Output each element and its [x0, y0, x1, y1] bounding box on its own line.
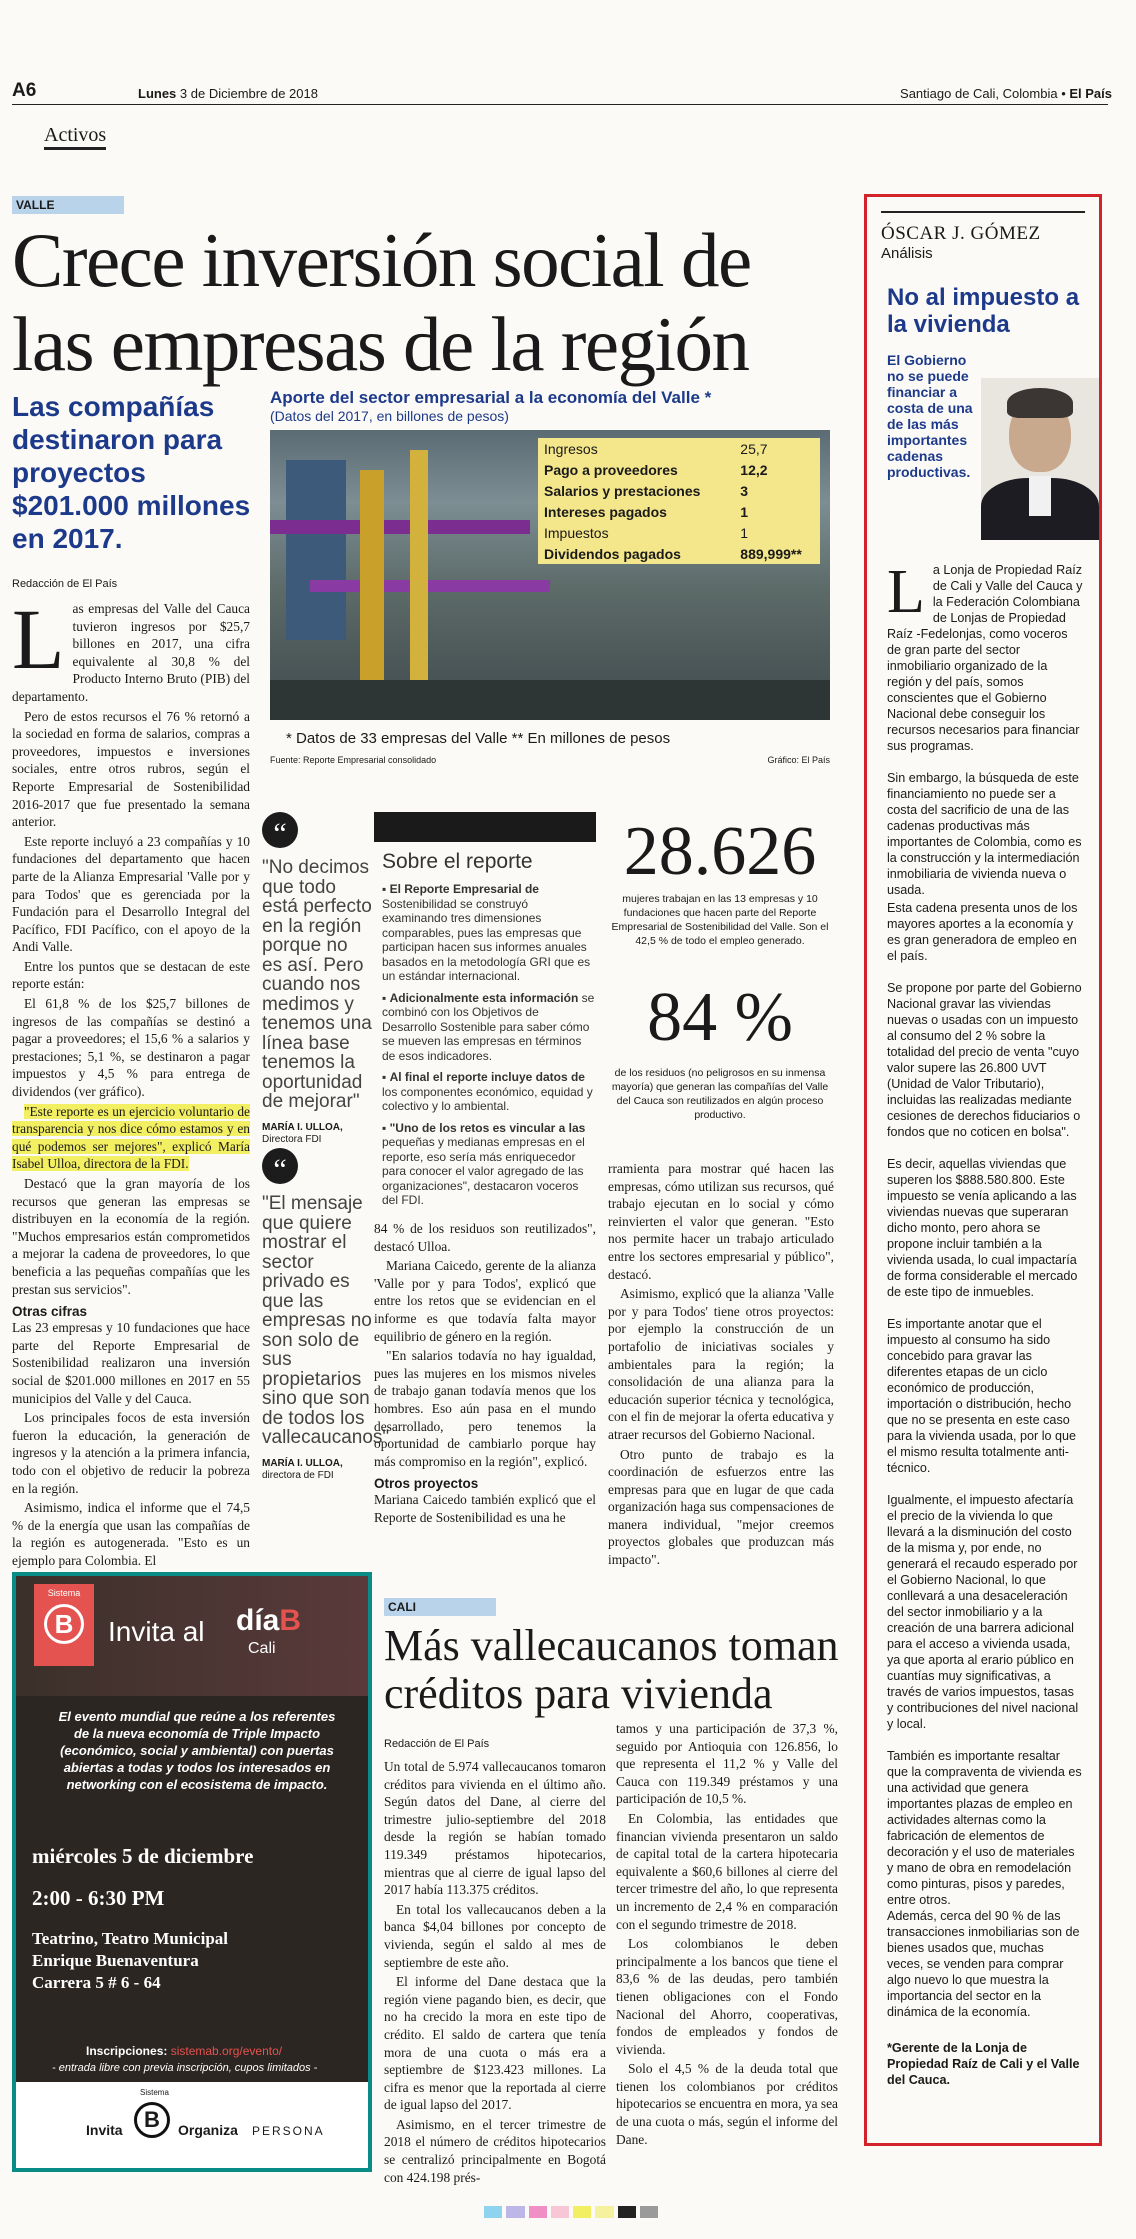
c3-paragraph-3: "En salarios todavía no hay igualdad, pues las mujeres en los mismos niveles de trabajo ganan todavía menos que los hombres. Eso aún pasa en el mundo desarrollado, pero tenemos la oportunidad de cambiarlo porque hay más compromiso en la región", explicó. — [374, 1348, 596, 1469]
report-item-bold: El Reporte Empresarial de — [389, 882, 539, 896]
infographic-table — [538, 438, 820, 564]
masthead-location: Santiago de Cali, Colombia • El País — [900, 86, 1112, 101]
c3-paragraph-2: Mariana Caicedo, gerente de la alianza 'Valle por y para Todos', explicó que entre los retos que se evidencian en el informe es que todavía falta mayor equilibrio de género en la región. — [374, 1258, 596, 1344]
ad-venue — [32, 1928, 228, 1994]
ad-address: Carrera 5 # 6 - 64 — [32, 1973, 161, 1992]
ad-footer — [16, 2082, 368, 2168]
reg-swatch — [551, 2206, 569, 2218]
pull-quote-2-text: "El mensaje que quiere mostrar el sector privado es que las empresas no son solo de sus propietarios sino que son de todos los vallecaucanos" — [262, 1193, 390, 1448]
infographic-title: Aporte del sector empresarial a la economía del Valle * — [270, 388, 712, 407]
opinion-column — [864, 194, 1102, 2146]
c4-paragraph-2: Asimismo, explicó que la alianza 'Valle por y para Todos' tiene otros proyectos: por ejemplo la construcción de un portafolio de iniciativas sociales y ambientales para la región; la consolidación de una alianza para la educación superior técnica y tecnológica, con el fin de mejorar la oferta educativa y atraer recursos del Gobierno Nacional. — [608, 1286, 834, 1442]
infographic-row-value: 12,2 — [740, 461, 768, 478]
main-paragraph-8: Las 23 empresas y 10 fundaciones que hace parte del Reporte Empresarial de Sostenibilidad realizaron una inversión social de $201.000 millones en 2017 en 55 municipios del Valle y del Cauca. — [12, 1320, 250, 1406]
reg-swatch — [573, 2206, 591, 2218]
quote-2-name: MARÍA I. ULLOA, — [262, 1457, 343, 1469]
opinion-paragraph-6: Es importante anotar que el impuesto al consumo ha sido concebido para gravar las diferentes etapas de un ciclo económico de producción, importación o distribución, hecho que no se presenta en este caso para la vivienda usada, por lo que el mismo resulta totalmente anti-técnico. — [887, 1317, 1077, 1475]
ad-footer-organiza: Organiza — [178, 2122, 238, 2138]
second-paragraph-8: Solo el 4,5 % de la deuda total que tienen los colombianos por créditos hipotecarios se encuentra en mora, ya sea de una cuota o más, según el informe del Dane. — [616, 2061, 838, 2147]
ad-registration — [86, 2044, 282, 2058]
reg-swatch — [529, 2206, 547, 2218]
report-item-text: pequeñas y medianas empresas en el reporte, eso sería más enriquecedor para conocer el valor agregado de las organizaciones", destacaron voceros del FDI. — [382, 1135, 585, 1207]
report-box — [374, 812, 596, 1215]
sistema-b-ad — [12, 1572, 372, 2172]
ad-reg-label: Inscripciones: — [86, 2044, 168, 2058]
infographic-row-label: Dividendos pagados — [544, 545, 681, 562]
second-paragraph-6: En Colombia, las entidades que financian vivienda presentaron un saldo de capital total de la cartera hipotecaria equivalente a $60,6 billones al cierre del tercer trimestre del año, lo que representa un incremento de 2,4 % en comparación con el segundo trimestre de 2018. — [616, 1810, 838, 1932]
report-item: ▪ Adicionalmente esta información se combinó con los Objetivos de Desarrollo Sostenible para saber cómo se mueven las empresas en términos de esos indicadores. — [382, 990, 595, 1063]
infographic-row — [538, 543, 820, 564]
report-item-bold: "Uno de los retos es vincular a las — [389, 1120, 586, 1135]
infographic-row-label: Intereses pagados — [544, 503, 667, 520]
brand-b-logo: B — [44, 1604, 84, 1644]
infographic-row-label: Pago a proveedores — [544, 461, 678, 478]
stat-number-waste: 84 % — [647, 979, 793, 1056]
opinion-drop-cap: L — [887, 558, 925, 626]
reg-swatch — [618, 2206, 636, 2218]
second-column-1 — [384, 1758, 606, 2188]
main-paragraph-6 — [12, 1103, 250, 1173]
infographic-credits — [270, 755, 830, 769]
stat-women — [606, 812, 834, 948]
report-box-bar — [374, 812, 596, 842]
infographic-row-value: 25,7 — [740, 440, 768, 457]
photo-hair — [1007, 388, 1073, 418]
opinion-title: No al impuesto a la vivienda — [887, 284, 1080, 338]
infographic — [270, 388, 830, 778]
paper-name: El País — [1069, 86, 1112, 101]
ad-footer-sistema: Sistema — [140, 2088, 169, 2097]
main-headline — [12, 218, 842, 386]
main-byline: Redacción de El País — [12, 578, 118, 590]
ad-reg-url[interactable]: sistemab.org/evento/ — [170, 2044, 283, 2058]
ad-date: miércoles 5 de diciembre — [32, 1844, 254, 1868]
date-day: Lunes — [138, 86, 177, 101]
infographic-row-value: 889,999** — [740, 545, 802, 562]
c4-paragraph-3: Otro punto de trabajo es la coordinación de esfuerzos entre las empresas para que en lugar de que cada organización haga sus compensaciones de manera individual, "mejor creemos proyectos globales que produzcan más impacto". — [608, 1446, 834, 1568]
second-byline: Redacción de El País — [384, 1738, 490, 1750]
second-paragraph-1: Un total de 5.974 vallecaucanos tomaron créditos para vivienda en el último año. Según datos del Dane, al cierre del trimestre julio-septiembre del 2018 desde la región se habían tomado 119.349 préstamos hipotecarios, mientras que al cierre de igual lapso del 2017 había 113.375 créditos. — [384, 1759, 606, 1898]
main-paragraph-5: El 61,8 % de los $25,7 billones de ingresos de las compañías se destinó a pagar a proveedores; el 15,6 % a salarios y prestaciones; 5,1 %, se destinaron a pagar impuestos y 4,5 % para entrega de dividendos (ver gráfico). — [12, 996, 250, 1100]
yellow-pipe-2 — [410, 450, 428, 680]
ad-brand-top: Sistema — [47, 1588, 81, 1598]
opinion-label: Análisis — [881, 245, 933, 262]
opinion-paragraph-5: Es decir, aquellas viviendas que superen los $888.580.800. Este impuesto se venía aplicando a las viviendas nuevas que superaran dicho monto, pero ahora se propone incluir también a la vivienda usada, lo cual impactaría de forma considerable el mercado de este tipo de inmuebles. — [887, 1157, 1078, 1299]
masthead-rule — [12, 104, 1108, 105]
ad-footer-invita: Invita — [86, 2122, 123, 2138]
opinion-lede-area — [867, 352, 1099, 542]
purple-pipe-2 — [310, 580, 550, 592]
second-kicker: CALI — [384, 1598, 496, 1616]
pull-quote-2-attrib — [262, 1458, 372, 1482]
reg-swatch — [640, 2206, 658, 2218]
opinion-paragraph-1 — [887, 558, 1083, 754]
factory-photo — [270, 430, 830, 720]
opinion-header — [881, 211, 1085, 262]
color-registration-bar — [484, 2206, 658, 2218]
location-text: Santiago de Cali, Colombia — [900, 86, 1058, 101]
main-column-3 — [374, 1220, 596, 1529]
ad-footer-org: PERSONA — [252, 2124, 325, 2138]
ad-dia: día — [236, 1604, 280, 1637]
quote-icon: “ — [262, 812, 298, 848]
headline-line-2: las empresas de la región — [12, 301, 749, 387]
second-headline-2: créditos para vivienda — [384, 1669, 773, 1718]
highlighted-quote: "Este reporte es un ejercicio voluntario de transparencia y nos dice cómo estamos y en qué podemos ser mejores", explicó María Isabel Ulloa, directora de la FDI. — [12, 1103, 250, 1172]
infographic-row — [538, 522, 820, 543]
infographic-row-value: 1 — [740, 503, 749, 520]
pull-quote-2 — [262, 1148, 390, 1482]
ad-description: El evento mundial que reúne a los referentes de la nueva economía de Triple Impacto (económico, social y ambiental) con puertas abiertas a todas y todos los interesados en networking con el ecosistema de impacto. — [58, 1709, 336, 1792]
opinion-lede: El Gobierno no se puede financiar a costa de una de las más importantes cadenas productivas. — [887, 352, 973, 480]
second-paragraph-7: Los colombianos le deben principalmente a los bancos que tiene el 83,6 % de las deudas, pero también tienen obligaciones con el Fondo Nacional del Ahorro, cooperativas, fondos de empleados y fondos de vivienda. — [616, 1936, 838, 2057]
main-paragraph-10: Asimismo, indica el informe que el 74,5 % de la energía que usan las compañías de la región es autogenerada. "Esto es un ejemplo para Colombia. El — [12, 1500, 250, 1568]
opinion-author: ÓSCAR J. GÓMEZ — [881, 223, 1041, 244]
report-item-bold: Al final el reporte incluye datos de — [389, 1070, 585, 1084]
second-headline-1: Más vallecaucanos toman — [384, 1621, 839, 1670]
main-deck: Las compañías destinaron para proyectos $201.000 millones en 2017. — [12, 391, 251, 554]
reg-swatch — [506, 2206, 524, 2218]
stat-caption-women: mujeres trabajan en las 13 empresas y 10 fundaciones que hacen parte del Reporte Empresarial de Sostenibilidad del Valle. Son el 42,5 % de todo el empleo generado. — [611, 893, 829, 947]
ad-invite: Invita al — [108, 1616, 205, 1647]
ad-city: Cali — [248, 1640, 276, 1657]
ad-top — [16, 1576, 368, 1696]
infographic-row — [538, 459, 820, 480]
second-paragraph-4: Asimismo, en el tercer trimestre de 2018 el número de créditos hipotecarios se centralizó principalmente en Bogotá con 424.198 prés- — [384, 2116, 606, 2185]
section-label: Activos — [44, 124, 106, 150]
main-paragraph-1 — [12, 591, 250, 706]
ad-venue-2: Enrique Buenaventura — [32, 1951, 199, 1970]
yellow-pipe — [360, 470, 384, 680]
machine-column — [286, 460, 346, 640]
opinion-paragraph-2: Sin embargo, la búsqueda de este financiamiento no puede ser a costa del sacrificio de una de las cadenas productivas más importantes de Colombia, como es la construcción y la intermediación inmobiliaria de vivienda nueva o usada. — [887, 771, 1082, 897]
ad-dia-b: B — [279, 1604, 302, 1637]
c4-paragraph-1: rramienta para mostrar qué hacen las empresas, cómo utilizan sus recursos, qué trabajo ejecutan en lo social y cómo reinvierten el valor que generan. "Esto nos permite hacer un trabajo articulado entre los sectores empresarial y público", destacó. — [608, 1161, 834, 1282]
subhead-otras-cifras: Otras cifras — [12, 1304, 88, 1320]
second-paragraph-5: tamos y una participación de 37,3 %, seguido por Antioquia con 126.856, lo que representa el 11,2 % y Valle del Cauca con 119.349 préstamos y una participación de 10,5 %. — [616, 1721, 838, 1807]
masthead-date — [138, 86, 318, 101]
floor — [270, 680, 830, 720]
page-number: A6 — [12, 80, 37, 101]
ad-logo-box — [34, 1584, 94, 1666]
reg-swatch — [484, 2206, 502, 2218]
pull-quote-1-text: "No decimos que todo está perfecto en la región porque no es así. Pero cuando nos medimos y tenemos una línea base tenemos la oportunidad de mejorar" — [262, 857, 372, 1112]
subhead-otros-proyectos: Otros proyectos — [374, 1476, 479, 1492]
second-paragraph-2: En total los vallecaucanos deben a la banca $4,04 billones por concepto de vivienda, según el saldo al mes de septiembre de este año. — [384, 1901, 606, 1970]
photo-shirt — [1029, 476, 1051, 516]
infographic-row-label: Salarios y prestaciones — [544, 482, 701, 499]
stat-waste — [606, 978, 834, 1122]
main-paragraph-3: Este reporte incluyó a 23 compañías y 10 fundaciones del departamento que hacen parte de la Alianza Empresarial 'Valle por y para Todos' que es gerenciada por la Fundación para el Desarrollo Integral del Pacífico, FDI Pacífico, con el apoyo de la Andi Valle. — [12, 833, 250, 955]
main-column-4 — [608, 1160, 834, 1571]
p1-text: as empresas del Valle del Cauca tuvieron ingresos por $25,7 billones en 2017, una cifra equivalente al 30,8 % del Producto Interno Bruto (PIB) del departamento. — [12, 601, 250, 704]
report-item-text: se combinó con los Objetivos de Desarrollo Sostenible para saber cómo se mueven las empresas en términos de esos indicadores. — [382, 990, 595, 1063]
report-item: ▪ "Uno de los retos es vincular a las pequeñas y medianas empresas en el reporte, eso sería más enriquecedor para conocer el valor agregado de las organizaciones", destacaron voceros del FDI. — [382, 1120, 586, 1207]
report-item-text: Sostenibilidad se construyó examinando tres dimensiones comparables, pues las empresas que participan hacen sus informes anuales basados en la metodología GRI que es un estándar internacional. — [382, 896, 591, 983]
author-photo — [981, 378, 1099, 540]
opinion-body — [867, 542, 1099, 2088]
drop-cap: L — [12, 591, 65, 687]
ad-footer-b-logo: B — [134, 2102, 170, 2138]
second-column-2 — [616, 1720, 838, 2150]
infographic-row — [538, 438, 820, 459]
infographic-row-value: 1 — [740, 524, 749, 541]
quote-1-name: MARÍA I. ULLOA, — [262, 1121, 343, 1133]
infographic-subtitle: (Datos del 2017, en billones de pesos) — [270, 408, 509, 424]
pull-quote-1 — [262, 812, 372, 1146]
opinion-paragraph-7: Igualmente, el impuesto afectaría el precio de la vivienda lo que llevará a la disminución del costo de la misma y, por ende, no generará el recaudo esperado por el Gobierno Nacional, lo que conllevará a una desaceleración del sector inmobiliario y a la creación de una barrera adicional para el acceso a vivienda usada, ya que aporta al erario público en cuantías muy significativas, a través de varios impuestos, tasas y contribuciones del nivel nacional y local. — [887, 1493, 1079, 1731]
report-item-text: los componentes económico, equidad y colectivo y lo ambiental. — [382, 1084, 593, 1113]
ad-time: 2:00 - 6:30 PM — [32, 1886, 165, 1910]
c3-paragraph-4: Mariana Caicedo también explicó que el Reporte de Sostenibilidad es una he — [374, 1492, 596, 1525]
infographic-footnote: * Datos de 33 empresas del Valle ** En millones de pesos — [286, 730, 671, 747]
infographic-row — [538, 480, 820, 501]
ad-dia-word — [236, 1604, 301, 1638]
main-kicker: VALLE — [12, 196, 124, 214]
opinion-paragraph-3: Esta cadena presenta unos de los mayores aportes a la economía y es gran generadora de empleo en el país. — [887, 901, 1078, 963]
ad-venue-1: Teatrino, Teatro Municipal — [32, 1929, 228, 1948]
infographic-row-value: 3 — [740, 482, 749, 499]
report-box-title: Sobre el reporte — [382, 850, 533, 873]
purple-pipe — [270, 520, 530, 534]
quote-2-role: directora de FDI — [262, 1469, 334, 1481]
stat-number-women: 28.626 — [623, 813, 817, 890]
opinion-paragraph-9: Además, cerca del 90 % de las transacciones inmobiliarias son de bienes usados que, muchas veces, se venden para comprar algo nuevo lo que muestra la importancia del sector en la dinámica de la economía. — [887, 1909, 1080, 2019]
reg-swatch — [595, 2206, 613, 2218]
quote-1-role: Directora FDI — [262, 1133, 322, 1145]
infographic-row-label: Impuestos — [544, 524, 609, 541]
main-paragraph-2: Pero de estos recursos el 76 % retornó a la sociedad en forma de salarios, compras a proveedores, impuestos e inversiones sociales, entre otros rubros, según el Reporte Empresarial de Sostenibilidad 2016-2017 que fue presentado la semana anterior. — [12, 708, 250, 830]
pull-quote-1-attrib — [262, 1122, 372, 1146]
infographic-row — [538, 501, 820, 522]
ad-entry: - entrada libre con previa inscripción, cupos limitados - — [52, 2062, 318, 2074]
main-paragraph-9: Los principales focos de esta inversión fueron la educación, la generación de ingresos y la atención a la primera infancia, todo con el objetivo de reducir la pobreza en la región. — [12, 1410, 250, 1496]
report-item: ▪ El Reporte Empresarial de Sostenibilidad se construyó examinando tres dimensiones comparables, pues las empresas que participan hacen sus informes anuales basados en la metodología GRI que es un estándar internacional. — [382, 882, 591, 983]
second-headline — [384, 1622, 844, 1718]
second-paragraph-3: El informe del Dane destaca que la región viene pagando bien, es decir, que no ha crecido la mora en este tipo de crédito. El saldo de cartera que tenía mora de una cuota o más era a septiembre de $123.423 millones. La cifra es menor que la reportada al cierre de igual lapso del 2017. — [384, 1974, 606, 2113]
opinion-paragraph-8: También es importante resaltar que la compraventa de vivienda es una actividad que genera importantes plazas de empleo en actividades alternas como la fabricación de elementos de decoración y el uso de materiales y mano de obra en remodelación como pinturas, pisos y paredes, entre otros. — [887, 1749, 1082, 1907]
c3-paragraph-1: 84 % de los residuos son reutilizados", destacó Ulloa. — [374, 1221, 596, 1254]
infographic-row-label: Ingresos — [544, 440, 598, 457]
infographic-source: Fuente: Reporte Empresarial consolidado — [270, 755, 437, 765]
report-item: ▪ Al final el reporte incluye datos de los componentes económico, equidad y colectivo y lo ambiental. — [382, 1070, 593, 1113]
op-p1-text: a Lonja de Propiedad Raíz de Cali y Valle del Cauca y la Federación Colombiana de Lonjas de Propiedad Raíz -Fedelonjas, como voceros de gran parte del sector inmobiliario organizado de la región y del país, somos conscientes que el Gobierno Nacional debe conseguir los recursos necesarios para financiar sus programas. — [887, 563, 1083, 753]
report-item-bold: Adicionalmente esta información — [389, 990, 579, 1005]
infographic-credit: Gráfico: El País — [767, 755, 830, 765]
stat-caption-waste: de los residuos (no peligrosos en su inmensa mayoría) que generan las compañías del Valle del Cauca son reutilizados en algún proceso productivo. — [611, 1067, 829, 1121]
opinion-signature: *Gerente de la Lonja de Propiedad Raíz de Cali y el Valle del Cauca. — [887, 2041, 1080, 2087]
main-paragraph-4: Entre los puntos que se destacan de este reporte están: — [12, 958, 250, 992]
main-column-1 — [12, 591, 250, 1571]
opinion-paragraph-4: Se propone por parte del Gobierno Nacional gravar las viviendas nuevas o usadas con un impuesto al consumo del 2 % sobre la totalidad del precio de venta "cuyo valor supere las 26.800 UVT (Unidad de Valor Tributario), incluidas las realizadas mediante cesiones de derechos fiduciarios o fondos que no coticen en bolsa". — [887, 981, 1082, 1139]
date-rest: 3 de Diciembre de 2018 — [179, 86, 318, 101]
main-paragraph-7: Destacó que la gran mayoría de los recursos que generan las empresas se distribuyen en la economía de la región. "Muchos empresarios están comprometidos a mejorar la cadena de proveedores, lo que beneficia a las pequeñas compañías que les prestan sus servicios". — [12, 1176, 250, 1297]
quote-icon: “ — [262, 1148, 298, 1184]
headline-line-1: Crece inversión social de — [12, 217, 751, 303]
